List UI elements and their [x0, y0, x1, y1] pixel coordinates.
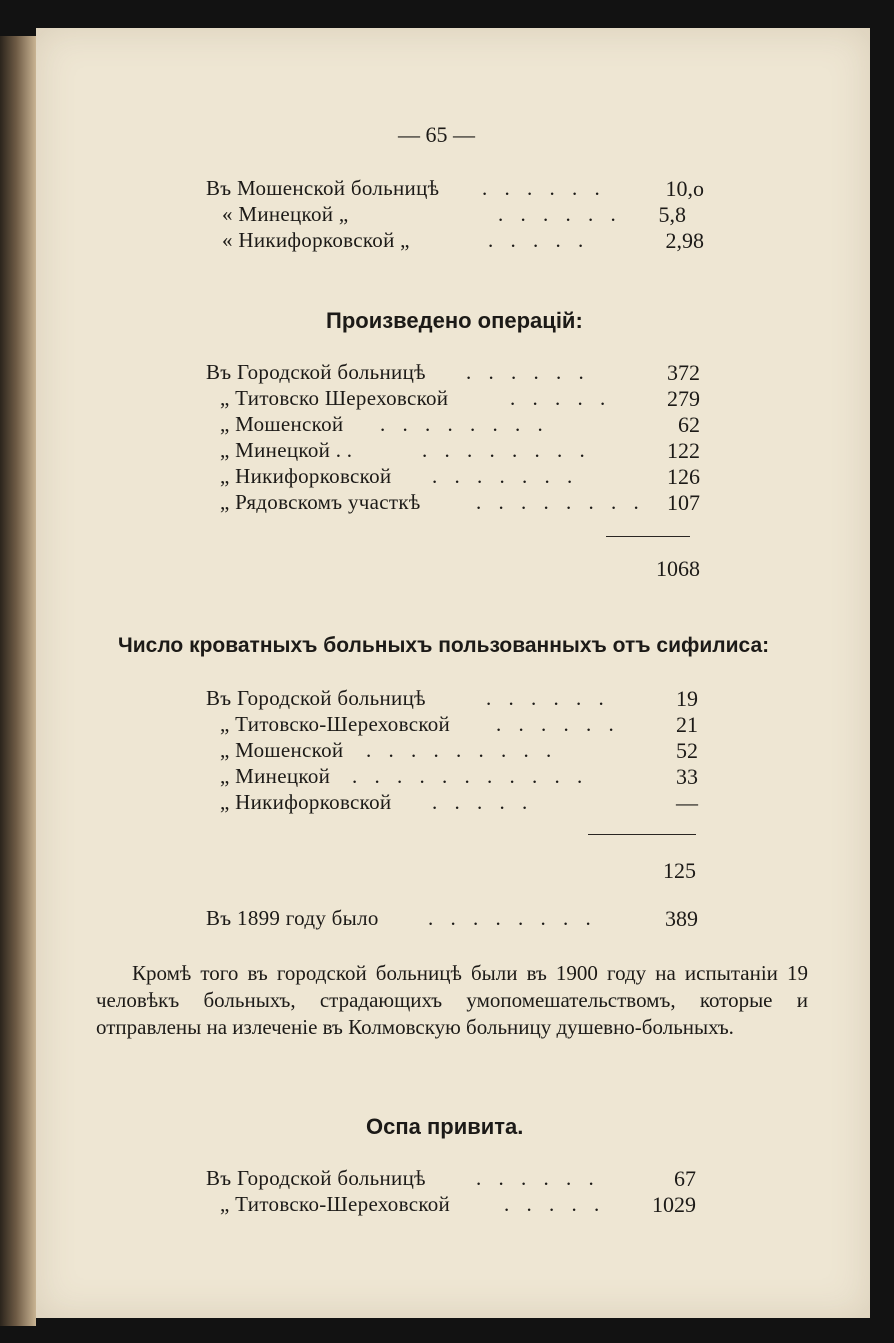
leader-dots: . . . . .	[432, 790, 534, 814]
leader-dots: . . . . . . . .	[422, 438, 591, 462]
syphilis-total: 125	[663, 858, 696, 883]
row-label: « Никифорковской „	[222, 228, 410, 252]
row-value: 10,о	[665, 176, 704, 201]
row-value: 5,8	[658, 202, 686, 227]
row-label: « Минецкой „	[222, 202, 349, 226]
leader-dots: . . . . . . . . .	[366, 738, 558, 762]
sum-rule	[606, 536, 690, 537]
section-heading-vaccination: Оспа привита.	[366, 1114, 524, 1139]
row-value: 21	[676, 712, 698, 737]
operations-total: 1068	[656, 556, 700, 581]
row-value: 19	[676, 686, 698, 711]
row-value: 1029	[652, 1192, 696, 1217]
body-paragraph	[96, 960, 808, 1041]
book-spine	[0, 36, 36, 1326]
row-label: „ Мошенской	[220, 738, 344, 762]
row-value: 279	[667, 386, 700, 411]
row-value: 2,98	[665, 228, 704, 253]
paragraph-text: Кромѣ того въ городской больницѣ были въ 1900 году на испытаніи 19 человѣкъ больныхъ, страдающихъ умопомешательствомъ, которые и отправлены на излеченіе въ Колмовскую больницу душевно-больныхъ.	[96, 961, 808, 1039]
row-value: 33	[676, 764, 698, 789]
row-value: 52	[676, 738, 698, 763]
row-value: 126	[667, 464, 700, 489]
leader-dots: . . . . .	[510, 386, 612, 410]
row-value: 372	[667, 360, 700, 385]
leader-dots: . . . . . .	[486, 686, 610, 710]
leader-dots: . . . . . .	[466, 360, 590, 384]
row-value: 107	[667, 490, 700, 515]
row-value: 67	[674, 1166, 696, 1191]
row-label: Въ Городской больницѣ	[206, 686, 426, 710]
row-value: 389	[665, 906, 698, 931]
leader-dots: . . . . . . . . . . .	[352, 764, 589, 788]
row-label: „ Никифорковской	[220, 790, 392, 814]
row-label: Въ Городской больницѣ	[206, 360, 426, 384]
row-value: 62	[678, 412, 700, 437]
leader-dots: . . . . . .	[496, 712, 620, 736]
row-label: „ Титовско-Шереховской	[220, 1192, 451, 1216]
sum-rule	[588, 834, 696, 835]
section-heading-syphilis: Число кроватныхъ больныхъ пользованныхъ отъ сифилиса:	[118, 634, 770, 657]
row-label: „ Титовско-Шереховской	[220, 712, 451, 736]
section-heading-operations: Произведено операцій:	[326, 308, 583, 333]
leader-dots: . . . . . . .	[432, 464, 579, 488]
leader-dots: . . . . . .	[498, 202, 622, 226]
leader-dots: . . . . . . . .	[476, 490, 645, 514]
row-label: Въ 1899 году было	[206, 906, 379, 930]
row-label: Въ Мошенской больницѣ	[206, 176, 440, 200]
row-label: Въ Городской больницѣ	[206, 1166, 426, 1190]
leader-dots: . . . . . .	[482, 176, 606, 200]
leader-dots: . . . . .	[488, 228, 590, 252]
row-label: „ Мошенской	[220, 412, 344, 436]
leader-dots: . . . . . .	[476, 1166, 600, 1190]
row-label: „ Минецкой . .	[220, 438, 353, 462]
row-label: „ Минецкой	[220, 764, 331, 788]
row-label: „ Рядовскомъ участкѣ	[220, 490, 421, 514]
row-value: 122	[667, 438, 700, 463]
row-label: „ Титовско Шереховской	[220, 386, 449, 410]
leader-dots: . . . . .	[504, 1192, 606, 1216]
page-number: — 65 —	[398, 122, 475, 147]
leader-dots: . . . . . . . .	[428, 906, 597, 930]
row-label: „ Никифорковской	[220, 464, 392, 488]
row-value: —	[676, 790, 698, 815]
leader-dots: . . . . . . . .	[380, 412, 549, 436]
